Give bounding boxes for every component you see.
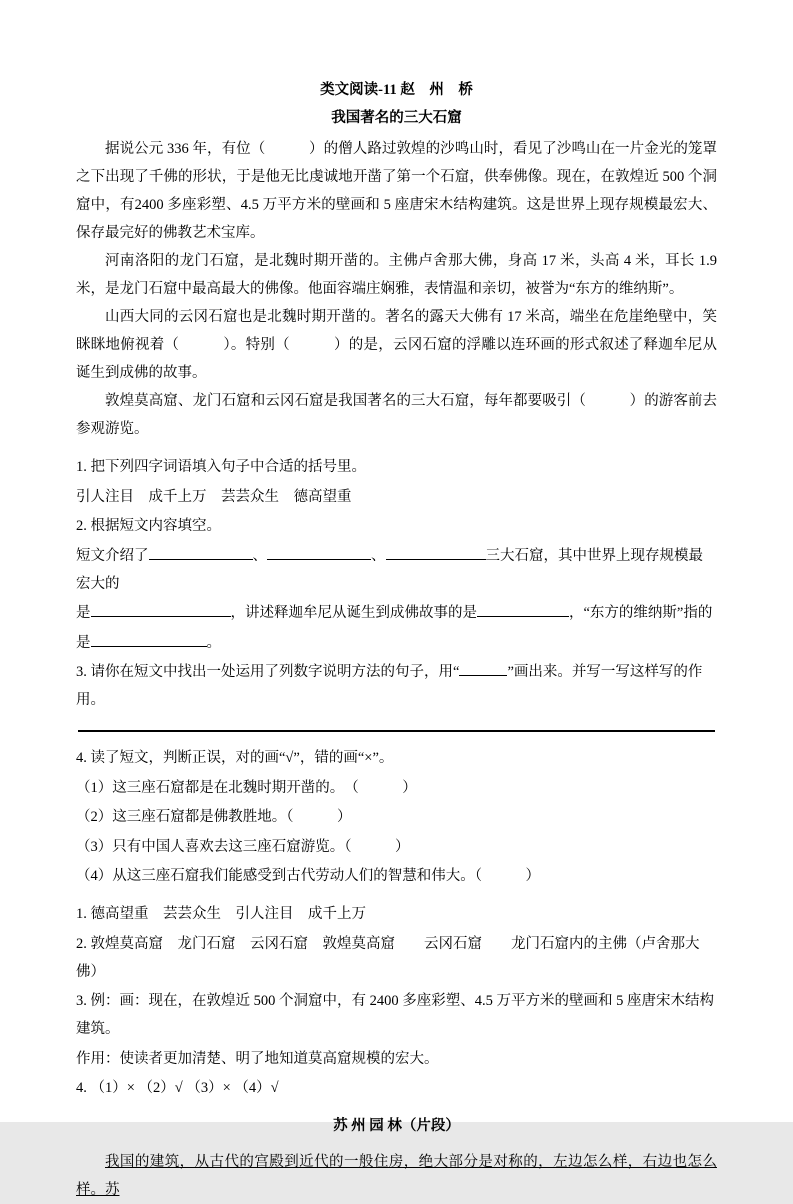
passage-paragraph-2: 河南洛阳的龙门石窟，是北魏时期开凿的。主佛卢舍那大佛，身高 17 米，头高 4 米，耳长 1.9 米，是龙门石窟中最高最大的佛像。他面容端庄娴雅，表情温和亲切，被誉为“东方的维纳斯”。	[76, 253, 721, 297]
question-3: 3. 请你在短文中找出一处运用了列数字说明方法的句子，用“ ”画出来。并写一写这样写的作用。	[76, 658, 717, 714]
fill-blank	[386, 545, 486, 560]
answer-line-5: 4. （1）× （2）√ （3）× （4）√	[76, 1080, 279, 1096]
judgment-item-3: （3）只有中国人喜欢去这三座石窟游览。（ ）	[76, 838, 410, 855]
question-1: 1. 把下列四字词语填入句子中合适的括号里。	[76, 459, 366, 475]
word-bank: 引人注目 成千上万 芸芸众生 德高望重	[76, 488, 352, 505]
question-4: 4. 读了短文，判断正误，对的画“√”，错的画“×”。	[76, 750, 394, 766]
fill-blank	[477, 603, 569, 618]
section-divider	[78, 730, 715, 732]
fill-blank	[91, 603, 231, 618]
answer-line-2: 2. 敦煌莫高窟 龙门石窟 云冈石窟 敦煌莫高窟 云冈石窟 龙门石窟内的主佛（卢舍那大佛）	[76, 935, 700, 980]
fill-line-3: 是 。	[76, 629, 717, 657]
passage-title: 我国著名的三大石窟	[331, 110, 462, 126]
section2-title: 苏 州 园 林（片段）	[333, 1118, 460, 1134]
fill-blank	[91, 632, 207, 647]
answer-line-3: 3. 例：画：现在，在敦煌近 500 个洞窟中，有 2400 多座彩塑、4.5 万平方米的壁画和 5 座唐宋木结构建筑。	[76, 993, 714, 1037]
fill-blank	[459, 662, 507, 677]
fill-blank	[149, 545, 253, 560]
question-2: 2. 根据短文内容填空。	[76, 518, 221, 534]
passage-paragraph-1: 据说公元 336 年，有位（ ）的僧人路过敦煌的沙鸣山时，看见了沙鸣山在一片金光的笼罩之下出现了千佛的形状，于是他无比虔诚地开凿了第一个石窟，供奉佛像。现在，在敦煌近 500 个洞窟中，有2400 多座彩塑、4.5 万平方米的壁画和 5 座唐宋木结构建筑。这是世界上现存规模最宏大、保存最完好的佛教艺术宝库。	[76, 141, 717, 241]
fill-blank	[267, 545, 371, 560]
judgment-item-2: （2）这三座石窟都是佛教胜地。（ ）	[76, 809, 352, 825]
doc-title: 类文阅读-11 赵 州 桥	[320, 82, 473, 98]
fill-line-1: 短文介绍了 、 、 三大石窟，其中世界上现存规模最宏大的	[76, 542, 717, 598]
fill-line-2: 是 ，讲述释迦牟尼从诞生到成佛故事的是 ，“东方的维纳斯”指的	[76, 599, 717, 627]
judgment-item-1: （1）这三座石窟都是在北魏时期开凿的。 （ ）	[76, 779, 417, 796]
judgment-item-4: （4）从这三座石窟我们能感受到古代劳动人们的智慧和伟大。（ ）	[76, 868, 540, 884]
answer-line-1: 1. 德高望重 芸芸众生 引人注目 成千上万	[76, 906, 366, 922]
passage-paragraph-3: 山西大同的云冈石窟也是北魏时期开凿的。著名的露天大佛有 17 米高，端坐在危崖绝壁中，笑眯眯地俯视着（ ）。特别（ ）的是，云冈石窟的浮雕以连环画的形式叙述了释迦牟尼从诞生到成佛的故事。	[76, 309, 717, 381]
answer-line-4: 作用：使读者更加清楚、明了地知道莫高窟规模的宏大。	[76, 1050, 439, 1067]
passage-paragraph-4: 敦煌莫高窟、龙门石窟和云冈石窟是我国著名的三大石窟，每年都要吸引（ ）的游客前去参观游览。	[76, 393, 717, 437]
section2-excerpt: 我国的建筑，从古代的宫殿到近代的一般住房，绝大部分是对称的，左边怎么样，右边也怎么样。苏	[76, 1154, 717, 1198]
